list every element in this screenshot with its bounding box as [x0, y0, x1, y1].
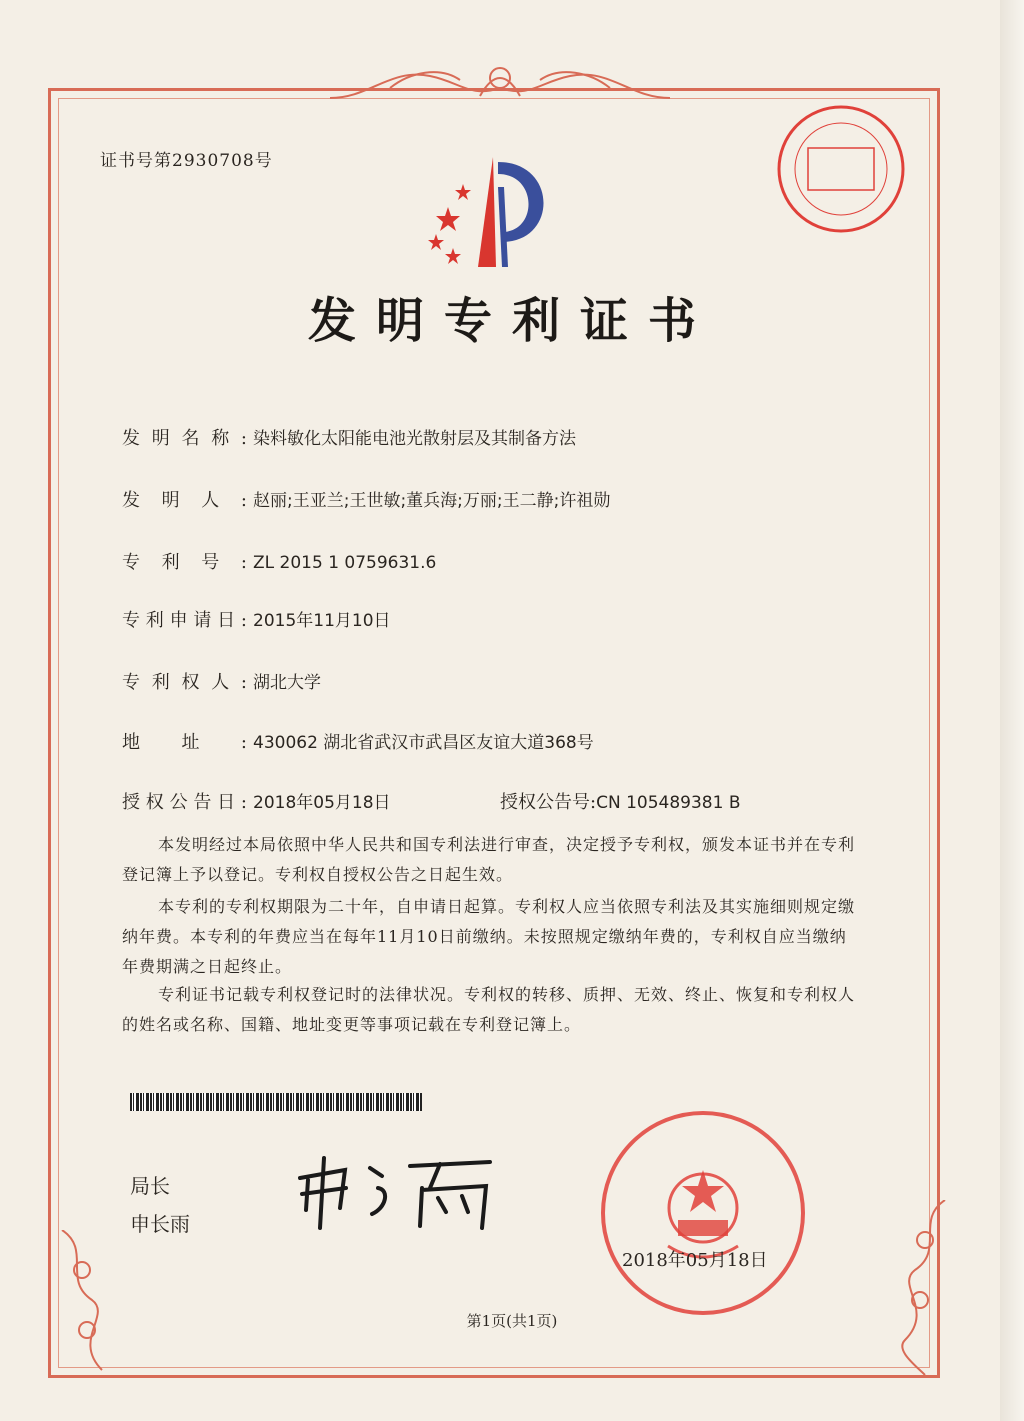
invention-name-label: 发明名称:	[122, 428, 247, 449]
filing-date-row	[122, 606, 391, 632]
patentee-row	[122, 668, 321, 694]
certificate-number: 证书号第2930708号	[100, 151, 273, 171]
invention-name-value: 染料敏化太阳能电池光散射层及其制备方法	[253, 429, 576, 449]
top-ornament-icon	[330, 58, 670, 108]
tax-stamp-seal	[774, 102, 908, 236]
patent-number-value: ZL 2015 1 0759631.6	[253, 553, 437, 573]
paper-edge	[1000, 0, 1024, 1421]
inventors-value: 赵丽;王亚兰;王世敏;董兵海;万丽;王二静;许祖勋	[253, 491, 611, 511]
patentee-label: 专利权人:	[122, 672, 247, 693]
grant-date-label: 授权公告日:	[122, 792, 247, 813]
director-name: 申长雨	[130, 1212, 190, 1236]
inventors-label: 发明人:	[122, 490, 247, 511]
address-value: 430062 湖北省武汉市武昌区友谊大道368号	[253, 733, 594, 753]
corner-ornament-left-icon	[52, 1230, 122, 1380]
barcode	[130, 1093, 422, 1111]
grant-number-row	[500, 788, 740, 814]
grant-number-value: CN 105489381 B	[596, 793, 741, 813]
address-label: 地址:	[122, 732, 247, 753]
patentee-value: 湖北大学	[253, 673, 321, 693]
director-signature	[290, 1148, 510, 1238]
corner-ornament-right-icon	[885, 1200, 955, 1380]
grant-date-value: 2018年05月18日	[253, 793, 391, 813]
director-title: 局长	[130, 1174, 170, 1198]
certificate-title: 发明专利证书	[307, 293, 716, 349]
seal-date: 2018年05月18日	[622, 1250, 768, 1271]
body-paragraph-2: 本专利的专利权期限为二十年，自申请日起算。专利权人应当依照专利法及其实施细则规定缴纳年费。本专利的年费应当在每年11月10日前缴纳。未按照规定缴纳年费的，专利权自应当缴纳年费期满之日起终止。	[122, 897, 856, 976]
national-ip-office-seal	[598, 1108, 808, 1318]
grant-date-row	[122, 788, 391, 814]
inventors-row	[122, 486, 610, 512]
cnipa-logo-icon	[418, 152, 558, 272]
invention-name-row	[122, 424, 576, 450]
page-number: 第1页(共1页)	[466, 1312, 558, 1330]
body-paragraph-1: 本发明经过本局依照中华人民共和国专利法进行审查，决定授予专利权，颁发本证书并在专利登记簿上予以登记。专利权自授权公告之日起生效。	[122, 835, 856, 884]
grant-number-label: 授权公告号:	[500, 792, 597, 813]
filing-date-label: 专利申请日:	[122, 610, 247, 631]
address-row	[122, 728, 594, 754]
body-paragraph-3: 专利证书记载专利权登记时的法律状况。专利权的转移、质押、无效、终止、恢复和专利权人的姓名或名称、国籍、地址变更等事项记载在专利登记簿上。	[122, 985, 856, 1034]
patent-number-row	[122, 548, 436, 574]
filing-date-value: 2015年11月10日	[253, 611, 391, 631]
patent-number-label: 专利号:	[122, 552, 247, 573]
